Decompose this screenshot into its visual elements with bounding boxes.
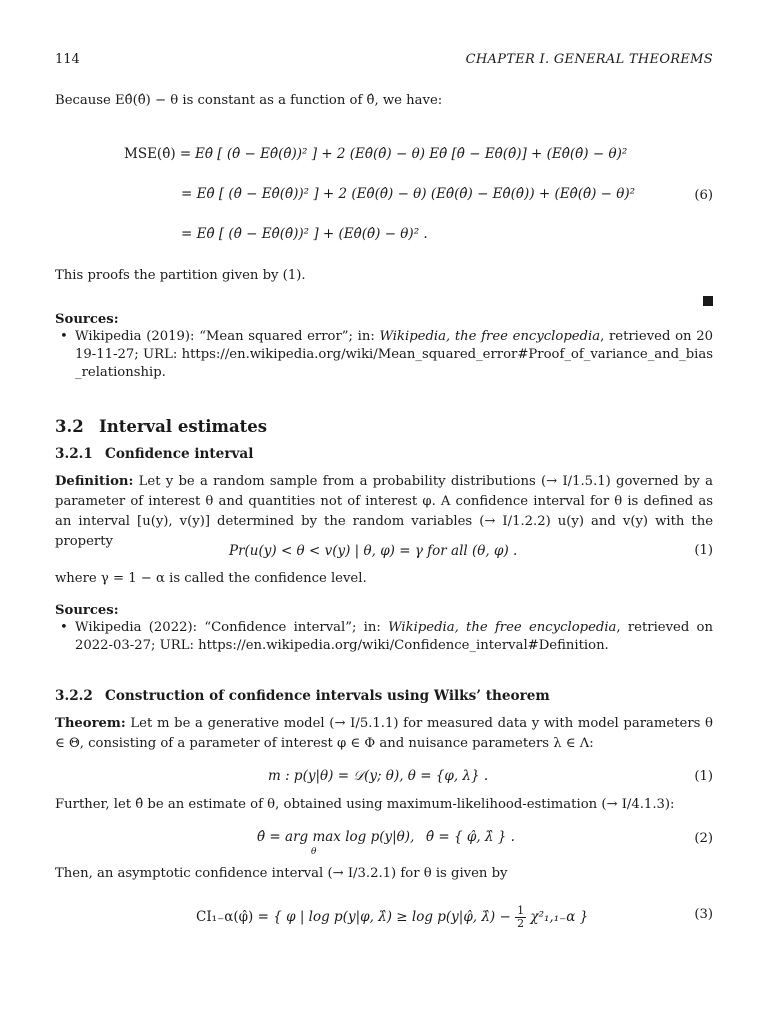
section-title: Interval estimates: [99, 417, 268, 436]
fraction-numerator: 1: [517, 904, 525, 917]
source-1-prefix: Wikipedia (2019): “Mean squared error”; in:: [75, 329, 380, 344]
subsection-heading-1: [55, 446, 253, 462]
equation-number-1a: (1): [694, 543, 713, 558]
confidence-level-text: where γ = 1 − α is called the confidence level.: [55, 571, 367, 586]
mse-line-1-rhs: Eθ̂ [ (θ̂ − Eθ̂(θ̂))² ] + 2 (Eθ̂(θ̂) − θ) Eθ̂ [θ̂ − Eθ̂(θ̂)] + (Eθ̂(θ̂) − θ)²: [195, 146, 628, 162]
page-number: 114: [55, 52, 80, 67]
ci-equation-lhs: CI₁₋α(φ̂) =: [196, 909, 269, 925]
equation-number-1b: (1): [694, 769, 713, 784]
source-2-prefix: Wikipedia (2022): “Confidence interval”; in:: [75, 620, 389, 635]
qed-square-icon: [703, 296, 713, 306]
definition-label: Definition:: [55, 474, 134, 489]
argmax-subscript: θ: [311, 847, 317, 857]
subsection-number-1: 3.2.1: [55, 446, 93, 462]
then-text: Then, an asymptotic confidence interval (→ I/3.2.1) for θ is given by: [55, 866, 508, 881]
mle-equation-rhs: θ̂ = { φ̂, λ̂ } .: [426, 829, 515, 845]
subsection-title-1: Confidence interval: [105, 446, 254, 462]
confidence-interval-equation: Pr(u(y) < θ < v(y) | θ, φ) = γ for all (θ, φ) .: [229, 543, 518, 559]
subsection-title-2: Construction of confidence intervals using Wilks’ theorem: [105, 688, 550, 704]
bullet-icon: •: [60, 620, 68, 635]
sources-label-1: Sources:: [55, 312, 119, 327]
ci-equation-body: { φ | log p(y|φ, λ̂) ≥ log p(y|φ̂, λ̂) −: [273, 909, 511, 925]
source-1-italic: Wikipedia, the free encyclopedia: [379, 329, 601, 344]
sources-list-2: [55, 619, 713, 655]
source-2-italic: Wikipedia, the free encyclopedia: [388, 620, 617, 635]
proof-conclusion: This proofs the partition given by (1).: [55, 268, 306, 283]
one-half-fraction: [515, 905, 526, 930]
subsection-heading-2: [55, 688, 550, 704]
theorem-paragraph: [55, 714, 713, 754]
definition-paragraph: [55, 472, 713, 552]
theorem-text: Let m be a generative model (→ I/5.1.1) for measured data y with model parameters θ ∈ Θ, consisting of a parameter of interest φ ∈ Φ and nuisance parameters λ ∈ Λ:: [55, 716, 713, 751]
equation-number-3: (3): [694, 907, 713, 922]
source-item-2: [55, 619, 713, 655]
further-text: Further, let θ̂ be an estimate of θ, obtained using maximum-likelihood-estimation (→ I/4.1.3):: [55, 797, 675, 812]
mse-line-3-rhs: = Eθ̂ [ (θ̂ − Eθ̂(θ̂))² ] + (Eθ̂(θ̂) − θ)² .: [181, 226, 428, 242]
bullet-icon: •: [60, 329, 68, 344]
model-equation: m : p(y|θ) = 𝒟(y; θ), θ = {φ, λ} .: [268, 768, 489, 784]
chi-squared-term: χ²₁,₁₋α }: [530, 909, 589, 925]
ci-equation: [196, 905, 588, 930]
mse-line-1-lhs: MSE(θ̂) =: [124, 146, 192, 162]
sources-list-1: [55, 328, 713, 382]
section-number: 3.2: [55, 417, 84, 436]
source-item-1: [55, 328, 713, 382]
theorem-label: Theorem:: [55, 716, 126, 731]
mle-equation-lhs: θ̂ = arg max log p(y|θ),: [257, 829, 415, 845]
source-1-link[interactable]: , retrieved on 2019-11-27; URL: https://en.wikipedia.org/wiki/Mean_squared_error#Proof_of_variance_and_bias_relationship.: [75, 329, 713, 380]
intro-line: Because Eθ̂(θ̂) − θ is constant as a function of θ̂, we have:: [55, 93, 443, 108]
running-header: CHAPTER I. GENERAL THEOREMS: [465, 52, 713, 67]
mse-line-2-rhs: = Eθ̂ [ (θ̂ − Eθ̂(θ̂))² ] + 2 (Eθ̂(θ̂) − θ) (Eθ̂(θ̂) − Eθ̂(θ̂)) + (Eθ̂(θ̂) − θ)²: [181, 186, 636, 202]
equation-number-2: (2): [694, 831, 713, 846]
fraction-denominator: 2: [517, 917, 525, 930]
definition-text: Let y be a random sample from a probability distributions (→ I/1.5.1) governed by a parameter of interest θ and quantities not of interest φ. A confidence interval for θ is defined as an interval [u(y), v(y)] determined by the random variables (→ I/1.2.2) u(y) and v(y) with the property: [55, 474, 713, 549]
source-2-link[interactable]: , retrieved on 2022-03-27; URL: https://en.wikipedia.org/wiki/Confidence_interval#Definition.: [75, 620, 713, 653]
subsection-number-2: 3.2.2: [55, 688, 93, 704]
section-heading: [55, 417, 267, 436]
sources-label-2: Sources:: [55, 603, 119, 618]
equation-number-6: (6): [694, 188, 713, 203]
